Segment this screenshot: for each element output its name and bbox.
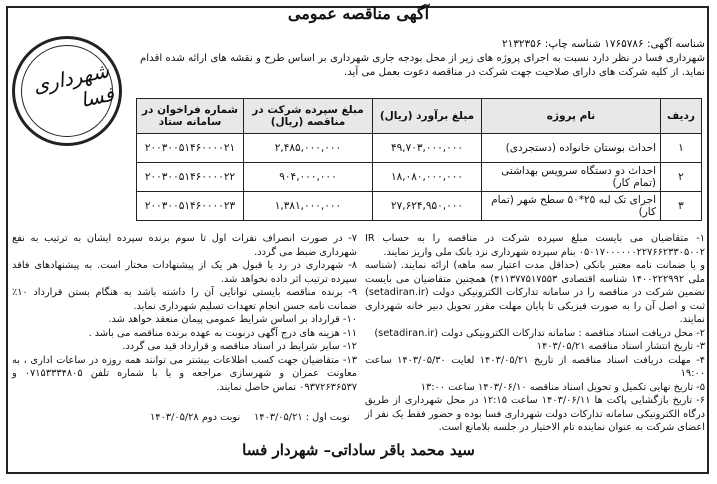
- deposit-amount: ۱,۳۸۱,۰۰۰,۰۰۰: [244, 192, 373, 221]
- condition-item: ۹- برنده مناقصه بایستی توانایی آن را داشته باشد به هنگام بستن قرارداد ۱۰٪ ضمانت نامه حسن انجام تعهدات تسلیم شهرداری نماید.: [12, 287, 357, 312]
- project-name: احداث بوستان خانواده (دستجردی): [482, 134, 661, 163]
- estimate-amount: ۲۷,۶۲۴,۹۵۰,۰۰۰: [373, 192, 482, 221]
- condition-item: ۸- شهرداری در رد یا قبول هر یک از پیشنهادات مختار است. به پیشنهادهای فاقد سپرده ترتیب اثر داده نخواهد شد.: [12, 260, 357, 285]
- tender-number: ۲۰۰۳۰۰۵۱۴۶۰۰۰۰۲۲: [137, 163, 244, 192]
- table-row: [137, 163, 702, 192]
- condition-item: و یا ضمانت نامه معتبر بانکی (حداقل مدت اعتبار سه ماهه) ارائه نمایند. (شناسه ملی ۱۴۰۰۲۲۲۹۹۲ شناسه اقتصادی ۴۱۱۳۷۷۵۱۷۵۵۳) همچنین متقاضیان می بایست تضمین شرکت در مناقصه را در سامانه تدارکات الکترونیکی دولت (setadiran.ir) ثبت و اصل آن را به صورت فیزیکی تا پایان مهلت مقرر تحویل دبیر خانه شهرداری نمایند.: [365, 260, 705, 325]
- condition-item: ۱۰- قرارداد بر اساس شرایط عمومی پیمان منعقد خواهد شد.: [108, 314, 357, 325]
- municipality-seal: [12, 36, 122, 146]
- deposit-amount: ۹۰۴,۰۰۰,۰۰۰: [244, 163, 373, 192]
- second-publication-date: نوبت دوم ۱۴۰۳/۰۵/۲۸: [150, 412, 241, 423]
- project-name: احداث دو دستگاه سرویس بهداشتی (تمام کار): [482, 163, 661, 192]
- tender-number: ۲۰۰۳۰۰۵۱۴۶۰۰۰۰۲۳: [137, 192, 244, 221]
- table-header-row: [137, 99, 702, 134]
- condition-item: ۳- تاریخ انتشار اسناد مناقصه ۱۴۰۳/۰۵/۲۱: [536, 341, 705, 352]
- notice-meta: شناسه آگهی: ۱۷۶۵۷۸۶ شناسه چاپ: ۲۱۳۲۳۵۶: [501, 38, 705, 50]
- seal-text: شهرداری فسا: [30, 58, 117, 113]
- project-name: اجرای تک لبه ۲۵*۵۰ سطح شهر (تمام کار): [482, 192, 661, 221]
- condition-item: ۵- تاریخ نهایی تکمیل و تحویل اسناد مناقصه ۱۴۰۳/۰۶/۱۰ ساعت ۱۳:۰۰: [420, 381, 705, 393]
- condition-item: ۴- مهلت دریافت اسناد مناقصه از تاریخ ۱۴۰۳/۰۵/۲۱ لغایت ۱۴۰۳/۰۵/۳۰ ساعت ۱۹:۰۰: [365, 354, 705, 379]
- table-row: [137, 134, 702, 163]
- notice-title: آگهی مناقصه عمومی: [287, 4, 430, 23]
- condition-item: ۶- تاریخ بازگشایی پاکت ها ۱۴۰۳/۰۶/۱۱ ساعت ۱۲:۱۵ در محل شهرداری از طریق درگاه الکترونیکی سامانه تدارکات دولت شهرداری فسا بوده و حضور فقط یک نفر از اعضای شرکت به عنوان نماینده تام الاختیار در جلسه بلامانع است.: [365, 395, 705, 433]
- signature-line: سید محمد باقر ساداتی– شهردار فسا: [242, 441, 475, 459]
- row-number: ۱: [661, 134, 702, 163]
- intro-paragraph: شهرداری فسا در نظر دارد نسبت به اجرای پروژه های زیر از محل بودجه جاری شهرداری بر اساس طرح و نقشه های ارائه شده اقدام نماید. از کلیه شرکت های دارای صلاحیت جهت شرکت در مناقصه دعوت بعمل می آید.: [140, 53, 705, 78]
- estimate-amount: ۱۸,۰۸۰,۰۰۰,۰۰۰: [373, 163, 482, 192]
- condition-item: ۱- متقاضیان می بایست مبلغ سپرده شرکت در مناقصه را به حساب IR ۰۵۰۱۷۰۰۰۰۰۰۲۲۷۶۶۲۳۳۰۵۰۰۲ بنام سپرده شهرداری نزد بانک ملی واریز نمایند.: [365, 233, 705, 258]
- header-estimate: مبلغ برآورد (ریال): [373, 99, 482, 134]
- publication-dates: [150, 411, 350, 425]
- conditions-right-column: [365, 232, 705, 435]
- row-number: ۳: [661, 192, 702, 221]
- tender-number: ۲۰۰۳۰۰۵۱۴۶۰۰۰۰۲۱: [137, 134, 244, 163]
- condition-item: ۱۲- سایر شرایط در اسناد مناقصه و قرارداد قید می گردد.: [122, 341, 357, 352]
- header-row-number: ردیف: [661, 99, 702, 134]
- first-publication-date: نوبت اول : ۱۴۰۳/۰۵/۲۱: [253, 412, 350, 423]
- condition-item: ۲- محل دریافت اسناد مناقصه : سامانه تدارکات الکترونیکی دولت (setadiran.ir): [374, 327, 705, 339]
- deposit-amount: ۲,۴۸۵,۰۰۰,۰۰۰: [244, 134, 373, 163]
- row-number: ۲: [661, 163, 702, 192]
- header-project-name: نام پروژه: [482, 99, 661, 134]
- header-deposit: مبلغ سپرده شرکت در مناقصه (ریال): [244, 99, 373, 134]
- header-tender-number: شماره فراخوان در سامانه ستاد: [137, 99, 244, 134]
- projects-table: [136, 98, 702, 221]
- condition-item: ۷- در صورت انصراف نفرات اول تا سوم برنده سپرده ایشان به ترتیب به نفع شهرداری ضبط می گردد.: [12, 233, 357, 258]
- conditions-left-column: [12, 232, 357, 394]
- estimate-amount: ۴۹,۷۰۳,۰۰۰,۰۰۰: [373, 134, 482, 163]
- table-row: [137, 192, 702, 221]
- condition-item: ۱۱- هزینه های درج آگهی درنوبت به عهده برنده مناقصه می باشد .: [88, 327, 357, 339]
- condition-item: ۱۳- متقاضیان جهت کسب اطلاعات بیشتر می توانند همه روزه در ساعات اداری ، به معاونت عمران و شهرسازی مراجعه و یا با شماره تلفن ۰۷۱۵۳۳۳۴۸۰۵ و ۰۹۳۷۲۶۳۶۵۳۷ تماس حاصل نمایند.: [12, 354, 357, 393]
